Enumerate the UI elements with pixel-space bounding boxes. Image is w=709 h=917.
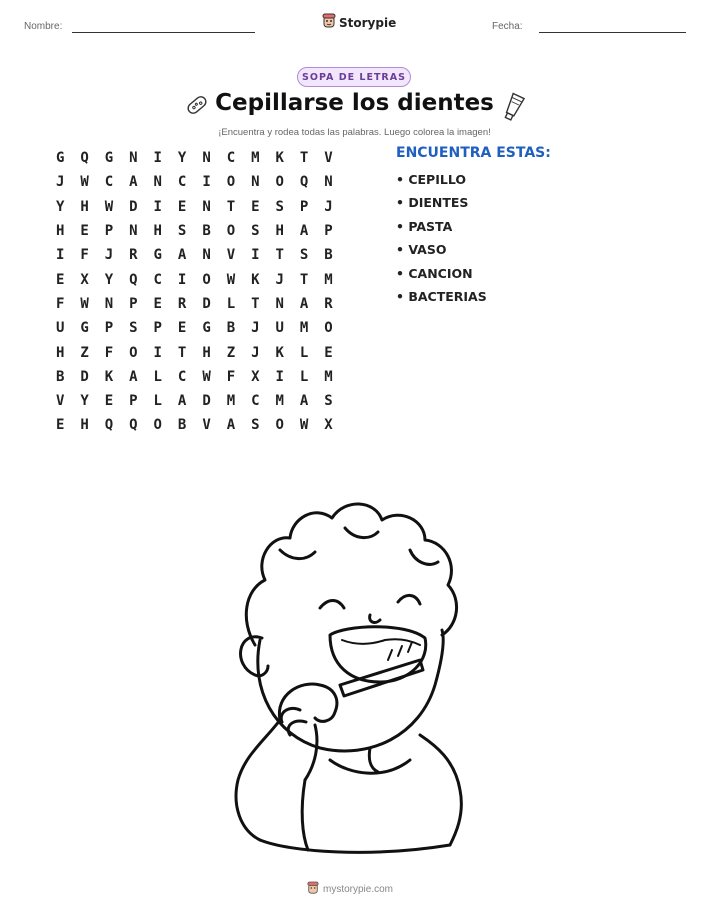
- grid-cell[interactable]: J: [251, 344, 260, 361]
- grid-cell[interactable]: Q: [129, 417, 138, 434]
- grid-cell[interactable]: B: [202, 223, 211, 240]
- grid-cell[interactable]: C: [153, 271, 162, 288]
- grid-cell[interactable]: N: [202, 247, 211, 264]
- grid-cell[interactable]: R: [324, 295, 333, 312]
- grid-cell[interactable]: A: [177, 247, 187, 264]
- grid-cell[interactable]: O: [324, 320, 333, 337]
- grid-cell[interactable]: V: [226, 247, 236, 264]
- grid-cell[interactable]: C: [177, 174, 187, 191]
- grid-cell[interactable]: A: [299, 295, 309, 312]
- grid-cell[interactable]: O: [275, 174, 284, 191]
- grid-cell[interactable]: T: [251, 295, 260, 312]
- grid-cell[interactable]: H: [55, 223, 65, 240]
- grid-cell[interactable]: I: [153, 344, 162, 361]
- grid-cell[interactable]: K: [275, 344, 284, 361]
- grid-cell[interactable]: W: [299, 417, 309, 434]
- instructions: ¡Encuentra y rodea todas las palabras. Luego colorea la imagen!: [218, 127, 491, 138]
- word-item: • CEPILLO: [396, 172, 466, 187]
- grid-cell[interactable]: R: [177, 295, 187, 312]
- grid-cell[interactable]: F: [55, 295, 65, 312]
- word-list: [396, 172, 487, 312]
- grid-cell[interactable]: L: [299, 344, 309, 361]
- grid-cell[interactable]: V: [202, 417, 211, 434]
- grid-cell[interactable]: S: [324, 393, 333, 410]
- grid-cell[interactable]: T: [177, 344, 187, 361]
- grid-cell[interactable]: F: [226, 368, 236, 385]
- grid-cell[interactable]: E: [55, 271, 65, 288]
- boy-brushing-teeth-illustration: [220, 490, 480, 864]
- grid-cell[interactable]: S: [251, 417, 260, 434]
- grid-cell[interactable]: C: [104, 174, 114, 191]
- grid-cell[interactable]: N: [324, 174, 333, 191]
- grid-cell[interactable]: W: [80, 174, 89, 191]
- grid-cell[interactable]: P: [104, 320, 114, 337]
- grid-cell[interactable]: E: [177, 198, 187, 215]
- date-line: [539, 32, 686, 33]
- grid-cell[interactable]: I: [202, 174, 211, 191]
- grid-cell[interactable]: B: [226, 320, 236, 337]
- grid-cell[interactable]: K: [104, 368, 114, 385]
- footer: [307, 880, 393, 899]
- grid-cell[interactable]: H: [275, 223, 284, 240]
- grid-cell[interactable]: N: [153, 174, 162, 191]
- grid-cell[interactable]: T: [299, 271, 309, 288]
- grid-cell[interactable]: V: [324, 150, 333, 167]
- grid-cell[interactable]: S: [177, 223, 187, 240]
- grid-cell[interactable]: J: [275, 271, 284, 288]
- grid-cell[interactable]: J: [324, 198, 333, 215]
- word-item: • CANCION: [396, 265, 473, 281]
- grid-cell[interactable]: H: [80, 198, 89, 215]
- grid-cell[interactable]: J: [55, 174, 65, 191]
- grid-cell[interactable]: X: [324, 417, 333, 434]
- page-title: Cepillarse los dientes: [215, 90, 494, 116]
- grid-cell[interactable]: H: [80, 417, 89, 434]
- grid-cell[interactable]: B: [55, 368, 65, 385]
- grid-cell[interactable]: E: [251, 198, 260, 215]
- grid-cell[interactable]: E: [55, 417, 65, 434]
- grid-cell[interactable]: E: [153, 295, 162, 312]
- grid-cell[interactable]: F: [80, 247, 89, 264]
- grid-cell[interactable]: D: [202, 295, 211, 312]
- grid-cell[interactable]: S: [299, 247, 309, 264]
- grid-cell[interactable]: P: [129, 393, 138, 410]
- footer-url[interactable]: mystorypie.com: [323, 884, 394, 895]
- grid-cell[interactable]: B: [177, 417, 187, 434]
- grid-cell[interactable]: P: [129, 295, 138, 312]
- grid-cell[interactable]: W: [226, 271, 236, 288]
- grid-cell[interactable]: A: [226, 417, 236, 434]
- grid-cell[interactable]: S: [251, 223, 260, 240]
- grid-cell[interactable]: T: [299, 150, 309, 167]
- word-item: • BACTERIAS: [396, 288, 487, 304]
- grid-cell[interactable]: G: [153, 247, 162, 264]
- word-item: • PASTA: [396, 218, 453, 234]
- grid-cell[interactable]: J: [251, 320, 260, 337]
- grid-cell[interactable]: N: [104, 295, 114, 312]
- grid-cell[interactable]: C: [251, 393, 260, 410]
- grid-cell[interactable]: U: [55, 320, 65, 337]
- grid-cell[interactable]: N: [275, 295, 284, 312]
- grid-cell[interactable]: C: [177, 368, 187, 385]
- grid-cell[interactable]: Y: [55, 198, 65, 215]
- grid-cell[interactable]: N: [129, 150, 138, 167]
- grid-cell[interactable]: S: [129, 320, 138, 337]
- grid-cell[interactable]: M: [275, 393, 284, 410]
- grid-cell[interactable]: N: [251, 174, 260, 191]
- grid-cell[interactable]: L: [153, 393, 162, 410]
- grid-cell[interactable]: A: [129, 174, 138, 191]
- grid-cell[interactable]: M: [299, 320, 309, 337]
- grid-cell[interactable]: R: [129, 247, 138, 264]
- grid-cell[interactable]: N: [129, 223, 138, 240]
- grid-cell[interactable]: V: [55, 393, 65, 410]
- brand-name: Storypie: [339, 16, 397, 30]
- grid-cell[interactable]: D: [129, 198, 138, 215]
- grid-cell[interactable]: D: [202, 393, 211, 410]
- grid-cell[interactable]: C: [226, 150, 236, 167]
- name-label: Nombre:: [24, 21, 63, 32]
- grid-cell[interactable]: W: [202, 368, 211, 385]
- grid-cell[interactable]: B: [324, 247, 333, 264]
- grid-cell[interactable]: W: [104, 198, 114, 215]
- grid-cell[interactable]: I: [153, 198, 162, 215]
- grid-cell[interactable]: G: [202, 320, 211, 337]
- word-search-grid[interactable]: [48, 146, 341, 438]
- storypie-logo-icon: [322, 13, 336, 33]
- grid-cell[interactable]: L: [153, 368, 162, 385]
- grid-cell[interactable]: Z: [226, 344, 236, 361]
- grid-cell[interactable]: N: [202, 198, 211, 215]
- grid-cell[interactable]: F: [104, 344, 114, 361]
- grid-cell[interactable]: L: [226, 295, 236, 312]
- grid-cell[interactable]: I: [275, 368, 284, 385]
- grid-cell[interactable]: M: [324, 271, 333, 288]
- grid-cell[interactable]: P: [299, 198, 309, 215]
- grid-cell[interactable]: D: [80, 368, 89, 385]
- grid-cell[interactable]: A: [299, 223, 309, 240]
- grid-cell[interactable]: T: [275, 247, 284, 264]
- word-item: • DIENTES: [396, 195, 469, 211]
- grid-cell[interactable]: W: [80, 295, 89, 312]
- grid-cell[interactable]: P: [153, 320, 162, 337]
- storypie-logo-icon: [307, 880, 319, 899]
- grid-cell[interactable]: H: [55, 344, 65, 361]
- grid-cell[interactable]: I: [177, 271, 187, 288]
- grid-cell[interactable]: M: [251, 150, 260, 167]
- grid-cell[interactable]: L: [299, 368, 309, 385]
- word-list-title: ENCUENTRA ESTAS:: [396, 145, 551, 161]
- grid-cell[interactable]: Y: [80, 393, 89, 410]
- grid-cell[interactable]: O: [226, 174, 236, 191]
- grid-cell[interactable]: M: [226, 393, 236, 410]
- grid-cell[interactable]: A: [299, 393, 309, 410]
- grid-cell[interactable]: I: [55, 247, 65, 264]
- grid-cell[interactable]: E: [104, 393, 114, 410]
- grid-cell[interactable]: X: [251, 368, 260, 385]
- grid-cell[interactable]: A: [129, 368, 138, 385]
- grid-cell[interactable]: I: [251, 247, 260, 264]
- grid-cell[interactable]: M: [324, 368, 333, 385]
- grid-cell[interactable]: Q: [80, 150, 89, 167]
- grid-cell[interactable]: I: [153, 150, 162, 167]
- grid-cell[interactable]: Y: [177, 150, 187, 167]
- grid-cell[interactable]: Q: [129, 271, 138, 288]
- grid-cell[interactable]: P: [104, 223, 114, 240]
- grid-cell[interactable]: H: [202, 344, 211, 361]
- grid-cell[interactable]: Y: [104, 271, 114, 288]
- grid-cell[interactable]: N: [202, 150, 211, 167]
- grid-cell[interactable]: G: [80, 320, 89, 337]
- activity-badge: SOPA DE LETRAS: [297, 67, 411, 87]
- grid-cell[interactable]: Z: [80, 344, 89, 361]
- grid-cell[interactable]: K: [251, 271, 260, 288]
- grid-cell[interactable]: O: [226, 223, 236, 240]
- grid-cell[interactable]: O: [129, 344, 138, 361]
- grid-cell[interactable]: O: [275, 417, 284, 434]
- grid-cell[interactable]: P: [324, 223, 333, 240]
- grid-cell[interactable]: S: [275, 198, 284, 215]
- grid-cell[interactable]: E: [177, 320, 187, 337]
- grid-cell[interactable]: A: [177, 393, 187, 410]
- grid-cell[interactable]: T: [226, 198, 236, 215]
- grid-cell[interactable]: J: [104, 247, 114, 264]
- date-label: Fecha:: [492, 21, 523, 32]
- grid-cell[interactable]: G: [104, 150, 114, 167]
- grid-cell[interactable]: E: [324, 344, 333, 361]
- word-item: • VASO: [396, 242, 447, 258]
- grid-cell[interactable]: O: [153, 417, 162, 434]
- grid-cell[interactable]: G: [55, 150, 65, 167]
- grid-cell[interactable]: E: [80, 223, 89, 240]
- grid-cell[interactable]: Q: [299, 174, 309, 191]
- toothpaste-tube-icon: [500, 89, 528, 127]
- name-line: [72, 32, 255, 33]
- grid-cell[interactable]: K: [275, 150, 284, 167]
- grid-cell[interactable]: X: [80, 271, 89, 288]
- grid-cell[interactable]: Q: [104, 417, 114, 434]
- grid-cell[interactable]: H: [153, 223, 162, 240]
- brand: [322, 13, 396, 33]
- grid-cell[interactable]: U: [275, 320, 284, 337]
- grid-cell[interactable]: O: [202, 271, 211, 288]
